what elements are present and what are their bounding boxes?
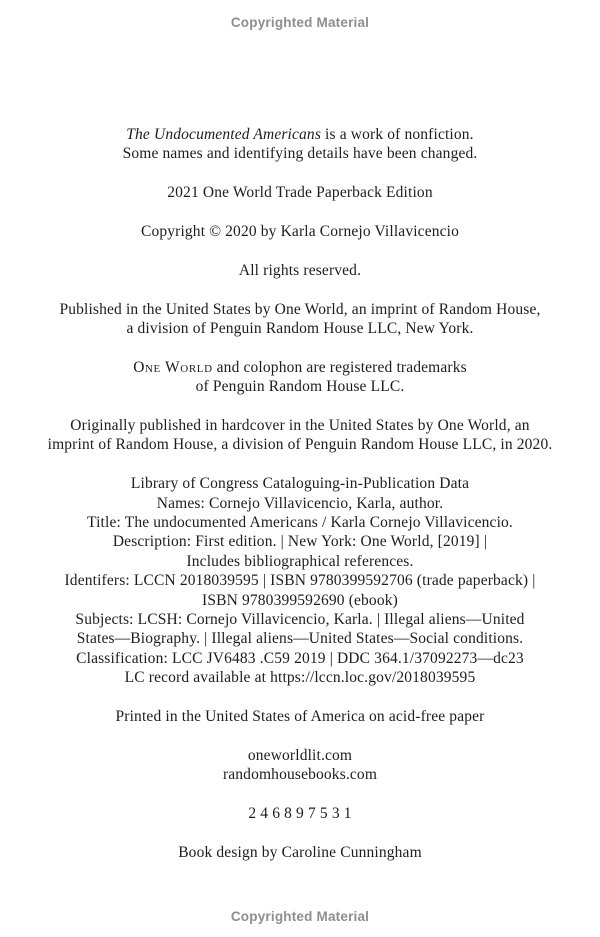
text-segment: 2 4 6 8 9 7 5 3 1 [248,805,352,823]
text-line [30,707,570,726]
text-segment: is a work of nonfiction. [321,126,474,143]
text-block [30,125,570,164]
text-line [30,319,570,338]
text-segment: Copyright © 2020 by Karla Cornejo Villavicencio [140,223,460,240]
text-line [30,629,570,648]
text-block [30,804,570,823]
text-line [30,416,570,435]
text-segment: Originally published in hardcover in the United States by One World, an [70,417,530,434]
colophon [0,125,600,862]
text-line [30,532,570,551]
text-segment: Classification: LCC JV6483 .C59 2019 | DDC 364.1/37092273—dc23 [76,649,524,667]
text-line [30,377,570,396]
text-block [30,358,570,397]
copyrighted-material-banner-top: Copyrighted Material [230,15,370,30]
text-line [30,513,570,532]
text-line [30,300,570,319]
text-segment: ISBN 9780399592690 (ebook) [202,591,398,609]
text-segment: Description: First edition. | New York: One World, [2019] | [112,533,488,551]
text-block [30,746,570,785]
text-line [30,843,570,862]
text-line [30,765,570,784]
text-segment: randomhousebooks.com [222,766,378,784]
text-segment: Published in the United States by One World, an imprint of Random House, [59,300,541,318]
text-segment: Includes bibliographical references. [186,552,414,570]
text-line [30,222,570,241]
text-block [30,843,570,862]
text-line [30,668,570,687]
text-line [30,125,570,144]
text-segment: Names: Cornejo Villavicencio, Karla, author. [156,494,444,512]
imprint-name-smallcaps: One World [133,358,213,376]
text-line [30,804,570,823]
text-block [30,707,570,726]
text-segment: a division of Penguin Random House LLC, New York. [126,320,474,337]
text-line [30,649,570,668]
text-segment: and colophon are registered trademarks [212,358,467,376]
text-segment: imprint of Random House, a division of Penguin Random House LLC, in 2020. [47,436,553,454]
text-block [30,300,570,339]
text-segment: Some names and identifying details have been changed. [122,145,478,163]
text-line [30,552,570,571]
text-line [30,435,570,454]
text-line [30,474,570,493]
text-block [30,183,570,202]
text-line [30,746,570,765]
text-block [30,416,570,455]
text-block [30,261,570,280]
text-segment: LC record available at https://lccn.loc.gov/2018039595 [124,669,476,687]
text-line [30,591,570,610]
text-block [30,474,570,687]
text-segment: of Penguin Random House LLC. [195,378,405,396]
text-line [30,144,570,163]
text-line [30,358,570,377]
text-line [30,494,570,513]
text-segment: Identifers: LCCN 2018039595 | ISBN 9780399592706 (trade paperback) | [64,572,536,590]
text-segment: States—Biography. | Illegal aliens—United States—Social conditions. [76,630,524,648]
text-segment: Library of Congress Cataloguing-in-Publication Data [130,475,470,493]
text-block [30,222,570,241]
text-segment: oneworldlit.com [247,746,353,764]
text-segment: Subjects: LCSH: Cornejo Villavicencio, Karla. | Illegal aliens—United [75,611,525,629]
text-segment: 2021 One World Trade Paperback Edition [167,184,433,202]
book-title-italic: The Undocumented Americans [126,126,322,143]
text-line [30,571,570,590]
text-line [30,610,570,629]
text-segment: Book design by Caroline Cunningham [178,843,422,861]
text-segment: All rights reserved. [238,261,362,279]
text-segment: Title: The undocumented Americans / Karla Cornejo Villavicencio. [87,514,513,532]
text-segment: Printed in the United States of America on acid-free paper [115,708,485,726]
text-line [30,183,570,202]
text-line [30,261,570,280]
copyrighted-material-banner-bottom: Copyrighted Material [230,909,370,924]
